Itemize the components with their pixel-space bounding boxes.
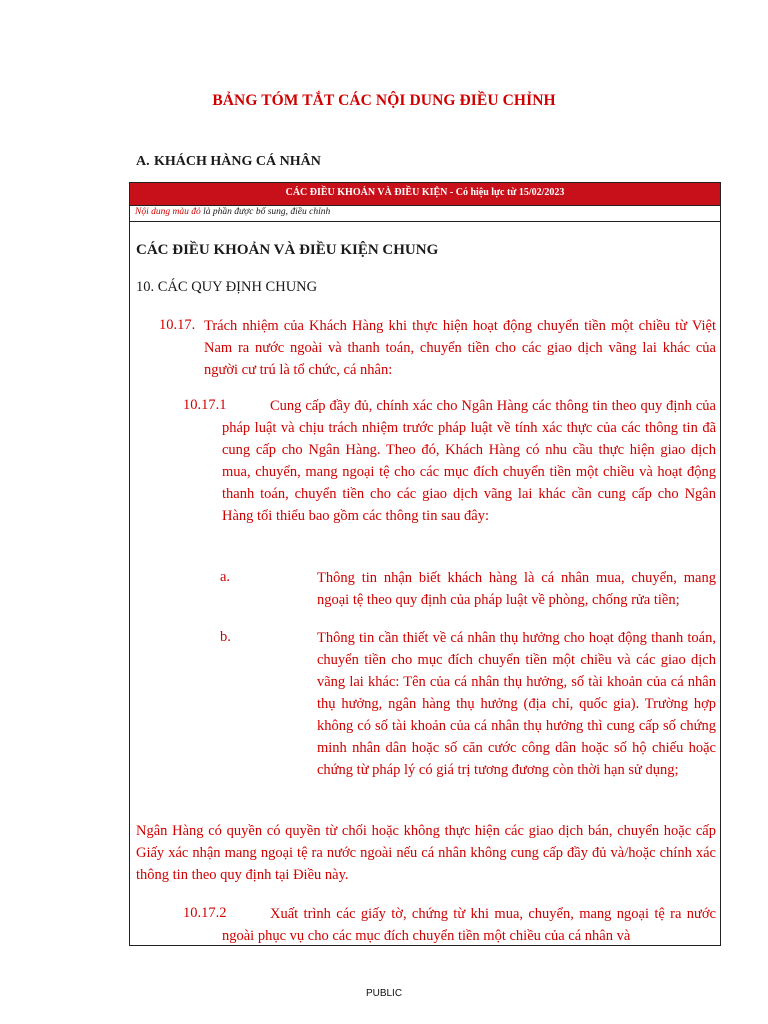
article-heading: 10. CÁC QUY ĐỊNH CHUNG bbox=[136, 279, 318, 295]
effective-date-banner: CÁC ĐIỀU KHOẢN VÀ ĐIỀU KIỆN - Có hiệu lực từ 15/02/2023 bbox=[130, 183, 720, 206]
list-item-label: b. bbox=[220, 629, 231, 645]
list-item-text bbox=[317, 627, 716, 781]
item-b-text: Thông tin cần thiết về cá nhân thụ hưởng cho hoạt động thanh toán, chuyển tiền cho mục đích chuyển tiền một chiều và các giao dịch vãng lai khác: Tên của cá nhân thụ hưởng, số tài khoản của cá nhân thụ hưởng, ngân hàng thụ hưởng (địa chỉ, quốc gia). Trường hợp không có số tài khoản của cá nhân thụ hưởng thì cung cấp số chứng minh nhân dân hoặc số căn cước công dân hoặc số hộ chiếu hoặc chứng từ pháp lý có giá trị tương đương còn thời hạn sử dụng; bbox=[317, 630, 716, 778]
clause-10-17-2-text: Xuất trình các giấy tờ, chứng từ khi mua, chuyển, mang ngoại tệ ra nước ngoài phục vụ cho các mục đích chuyển tiền một chiều của cá nhân và bbox=[222, 906, 716, 944]
chapter-heading: CÁC ĐIỀU KHOẢN VÀ ĐIỀU KIỆN CHUNG bbox=[136, 242, 439, 258]
section-letter: A. bbox=[136, 154, 150, 169]
item-a-text: Thông tin nhận biết khách hàng là cá nhân mua, chuyển, mang ngoại tệ theo quy định của pháp luật về phòng, chống rửa tiền; bbox=[317, 570, 716, 608]
section-heading bbox=[136, 154, 321, 170]
clause-text bbox=[222, 903, 716, 947]
clause-text bbox=[222, 395, 716, 527]
rights-paragraph bbox=[136, 820, 716, 886]
clause-10-17-text: Trách nhiệm của Khách Hàng khi thực hiện hoạt động chuyển tiền một chiều từ Việt Nam ra nước ngoài và thanh toán, chuyển tiền cho các giao dịch vãng lai khác của người cư trú là tổ chức, cá nhân: bbox=[204, 318, 716, 378]
legend-note bbox=[135, 205, 330, 219]
list-item-text bbox=[317, 567, 716, 611]
classification-footer: PUBLIC bbox=[365, 988, 403, 999]
content-table bbox=[129, 182, 721, 946]
clause-10-17-1-text: Cung cấp đầy đủ, chính xác cho Ngân Hàng các thông tin theo quy định của pháp luật và chịu trách nhiệm trước pháp luật về tính xác thực của các thông tin đã cung cấp cho Ngân Hàng. Theo đó, Khách Hàng có nhu cầu thực hiện giao dịch mua, chuyển, mang ngoại tệ cho các mục đích chuyển tiền một chiều và hoạt động thanh toán, chuyển tiền cho các giao dịch vãng lai khác cần cung cấp cho Ngân Hàng tối thiểu bao gồm các thông tin sau đây: bbox=[222, 398, 716, 524]
list-item-label: a. bbox=[220, 569, 231, 585]
table-divider bbox=[130, 221, 720, 222]
legend-rest-text: là phần được bổ sung, điều chỉnh bbox=[200, 207, 331, 217]
document-title: BẢNG TÓM TẮT CÁC NỘI DUNG ĐIỀU CHỈNH bbox=[212, 92, 556, 109]
clause-number: 10.17.2 bbox=[183, 905, 227, 921]
clause-number: 10.17. bbox=[159, 317, 196, 333]
legend-red-text: Nội dung màu đỏ bbox=[135, 207, 201, 217]
clause-text bbox=[204, 315, 716, 381]
clause-number: 10.17.1 bbox=[183, 397, 227, 413]
section-label: KHÁCH HÀNG CÁ NHÂN bbox=[154, 154, 321, 169]
rights-paragraph-text: Ngân Hàng có quyền có quyền từ chối hoặc không thực hiện các giao dịch bán, chuyển hoặc cấp Giấy xác nhận mang ngoại tệ ra nước ngoài nếu cá nhân không cung cấp đầy đủ và/hoặc chính xác thông tin theo quy định tại Điều này. bbox=[136, 823, 716, 883]
